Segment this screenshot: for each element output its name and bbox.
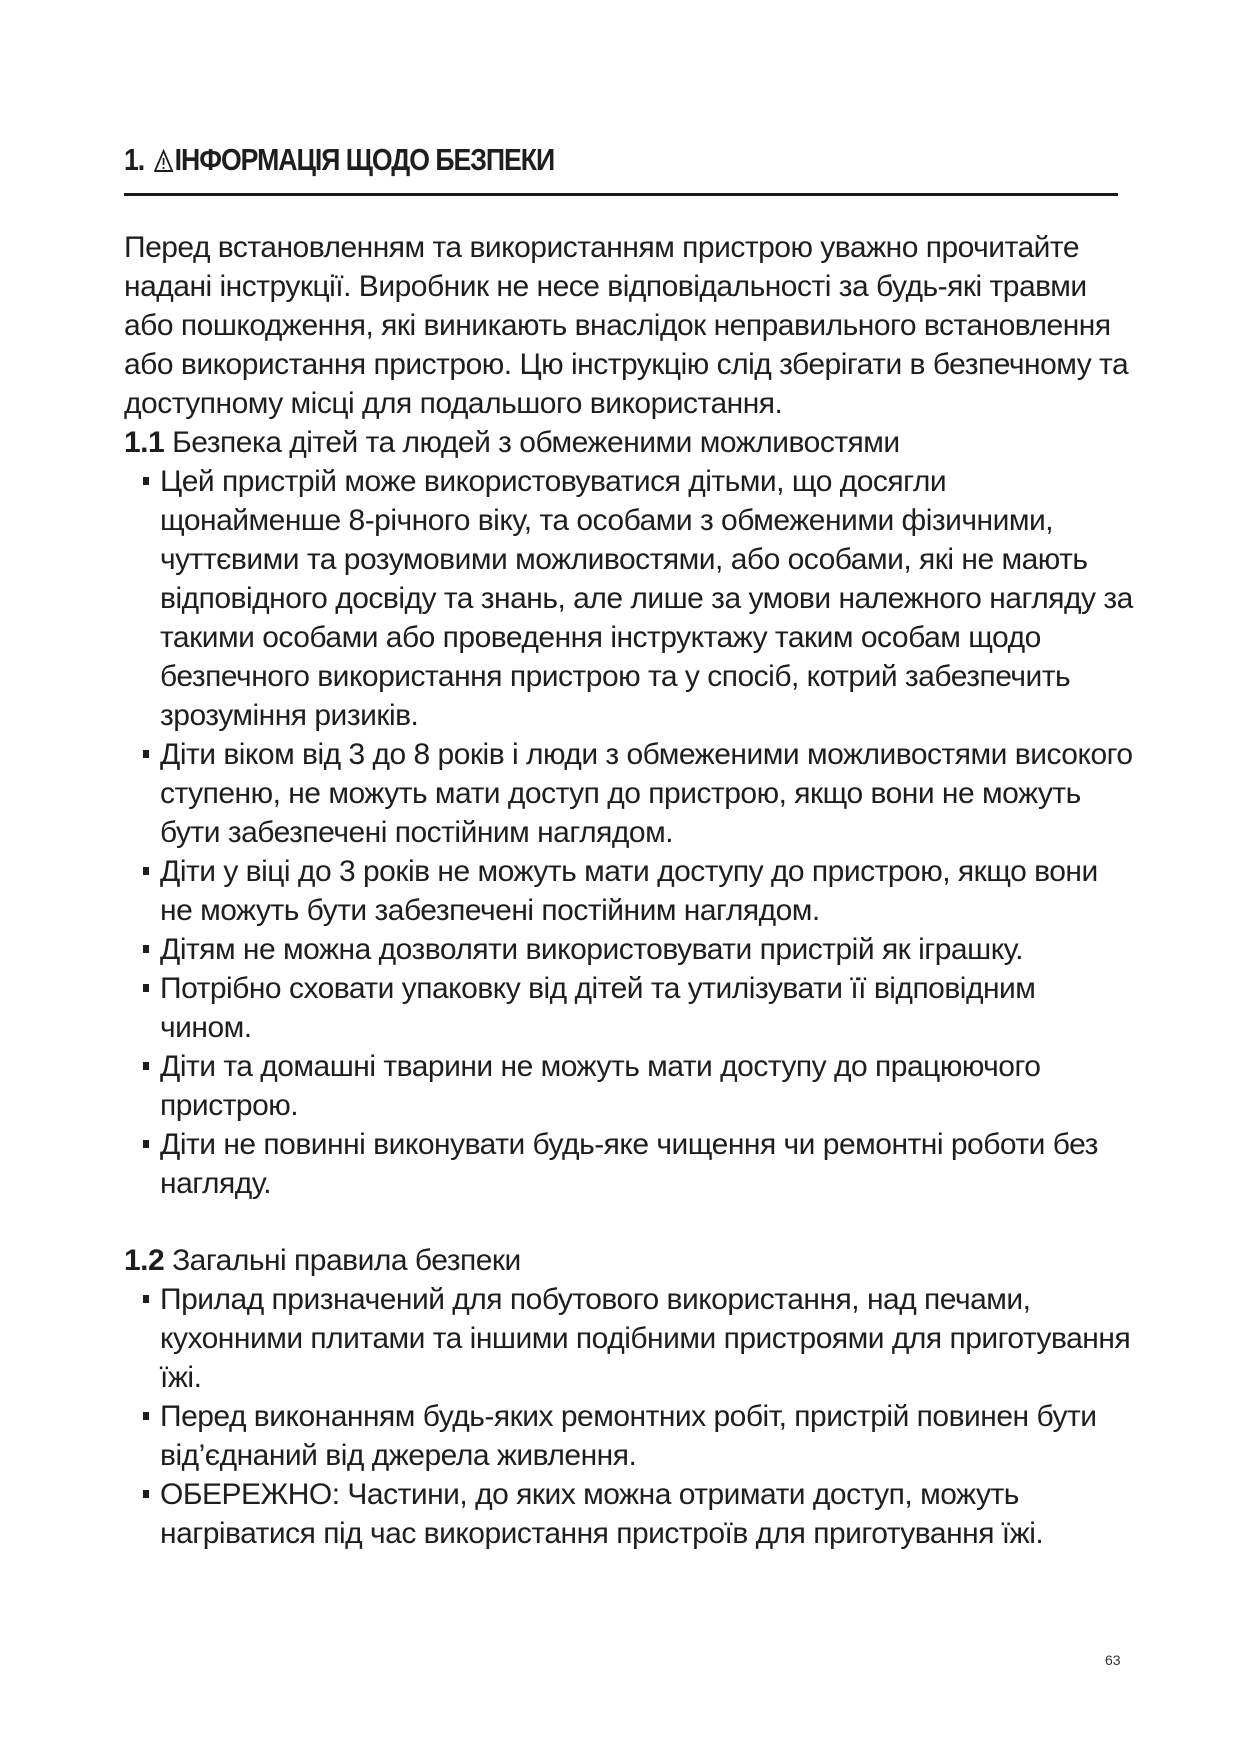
- bullet-icon: [143, 1295, 149, 1303]
- section-spacer: [124, 1203, 1134, 1241]
- list-item: Діти та домашні тварини не можуть мати доступу до працюючого пристрою.: [124, 1047, 1134, 1125]
- list-item: Діти не повинні виконувати будь-яке чищення чи ремонтні роботи без нагляду.: [124, 1125, 1134, 1203]
- section-number: 1.: [124, 142, 145, 177]
- list-item: Діти віком від 3 до 8 років і люди з обмеженими можливостями високого ступеню, не можуть мати доступ до пристрою, якщо вони не можуть бути забезпечені постійним наглядом.: [124, 735, 1134, 852]
- list-item: Діти у віці до 3 років не можуть мати доступу до пристрою, якщо вони не можуть бути забезпечені постійним наглядом.: [124, 852, 1134, 930]
- bullet-icon: [143, 750, 149, 758]
- bullet-icon: [143, 984, 149, 992]
- list-item: Перед виконанням будь-яких ремонтних робіт, пристрій повинен бути від’єднаний від джерела живлення.: [124, 1397, 1134, 1475]
- subsection-1-1: [124, 423, 1134, 1203]
- bullet-list: [124, 1280, 1134, 1553]
- list-item: Цей пристрій може використовуватися дітьми, що досягли щонайменше 8-річного віку, та особами з обмеженими фізичними, чуттєвими та розумовими можливостями, або особами, які не мають відповідного досвіду та знань, але лише за умови належного нагляду за такими особами або проведення інструктажу таким особам щодо безпечного використання пристрою та у спосіб, котрий забезпечить зрозуміння ризиків.: [124, 462, 1134, 735]
- bullet-icon: [143, 1412, 149, 1420]
- list-item: Дітям не можна дозволяти використовувати пристрій як іграшку.: [124, 930, 1134, 969]
- subsection-title: Безпека дітей та людей з обмеженими можливостями: [172, 426, 900, 459]
- list-item: ОБЕРЕЖНО: Частини, до яких можна отримати доступ, можуть нагріватися під час використання пристроїв для приготування їжі.: [124, 1475, 1134, 1553]
- bullet-list: [124, 462, 1134, 1203]
- section-heading: [124, 140, 975, 183]
- page-number: 63: [1105, 1652, 1121, 1668]
- subsection-title: Загальні правила безпеки: [172, 1244, 521, 1277]
- subsection-heading: [124, 423, 1134, 462]
- subsection-heading: [124, 1241, 1134, 1280]
- intro-paragraph: Перед встановленням та використанням пристрою уважно прочитайте надані інструкції. Виробник не несе відповідальності за будь-які травми або пошкодження, які виникають внаслідок неправильного встановлення або використання пристрою. Цю інструкцію слід зберігати в безпечному та доступному місці для подальшого використання.: [124, 231, 1129, 420]
- bullet-icon: [143, 945, 149, 953]
- document-body: [124, 228, 1134, 1553]
- subsection-1-2: [124, 1241, 1134, 1553]
- section-title: ІНФОРМАЦІЯ ЩОДО БЕЗПЕКИ: [174, 142, 555, 177]
- bullet-icon: [143, 1140, 149, 1148]
- heading-divider: [124, 193, 1118, 196]
- warning-triangle-icon: [154, 143, 173, 183]
- list-item: Потрібно сховати упаковку від дітей та утилізувати її відповідним чином.: [124, 969, 1134, 1047]
- bullet-icon: [143, 1062, 149, 1070]
- bullet-icon: [143, 867, 149, 875]
- bullet-icon: [143, 477, 149, 485]
- subsection-number: 1.2: [124, 1244, 165, 1277]
- list-item: Прилад призначений для побутового використання, над печами, кухонними плитами та іншими подібними пристроями для приготування їжі.: [124, 1280, 1134, 1397]
- subsection-number: 1.1: [124, 426, 165, 459]
- bullet-icon: [143, 1490, 149, 1498]
